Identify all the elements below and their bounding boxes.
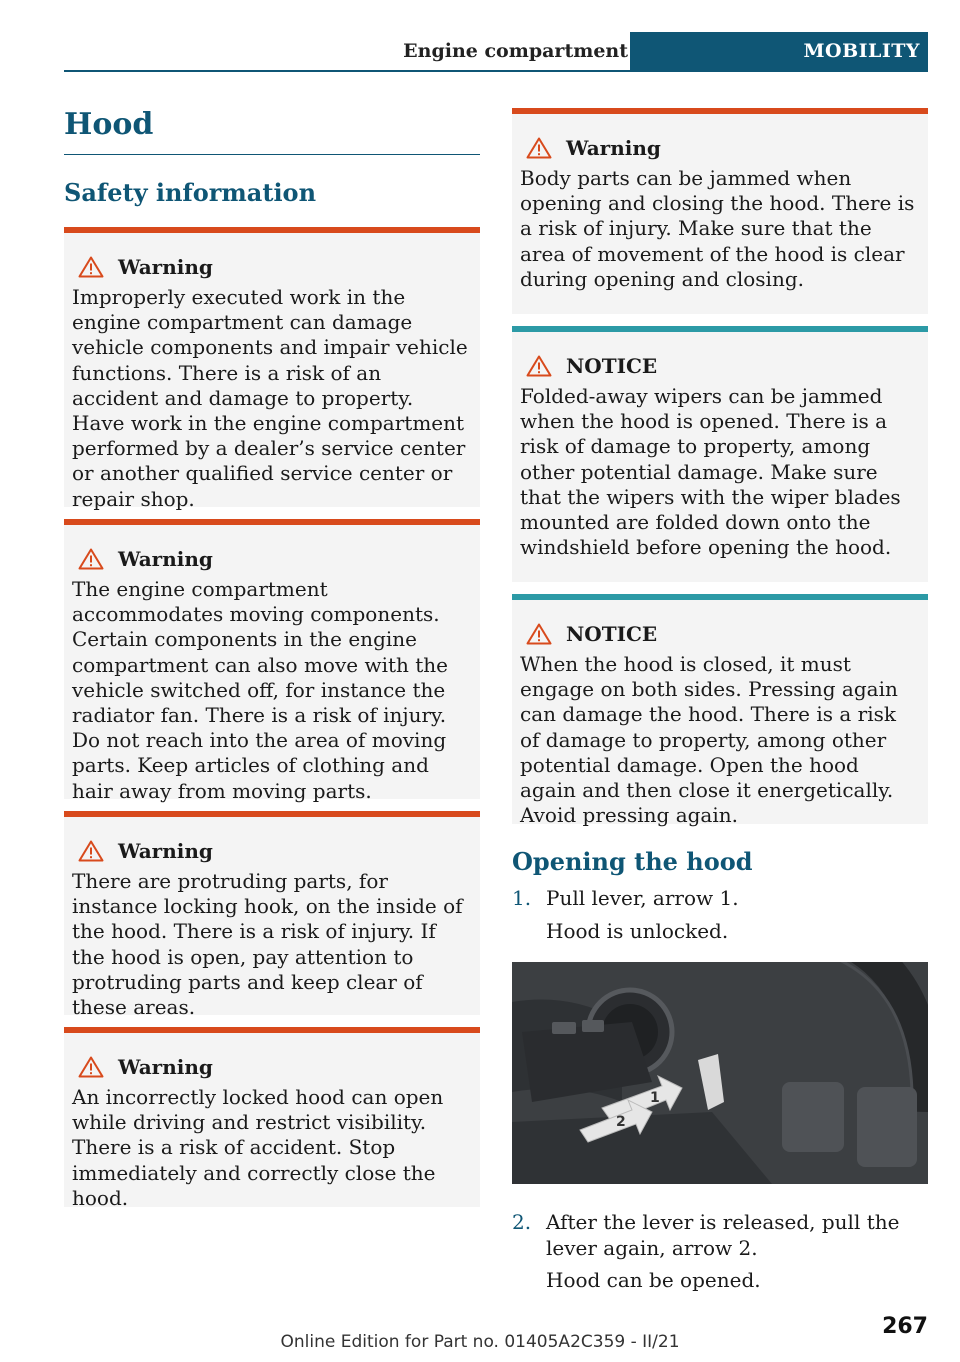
warning-text: There are protruding parts, for instance locking hook, on the inside of the hood. There is a risk of injury. If the hood is open, pay attention to protruding parts and keep clear of these areas.: [72, 869, 463, 1020]
warning-header: [520, 136, 920, 160]
warning-box: [64, 1027, 480, 1210]
warning-header: [72, 839, 472, 863]
notice-label: NOTICE: [566, 622, 658, 646]
warning-label: Warning: [566, 136, 661, 160]
warning-triangle-icon: [526, 623, 552, 645]
warning-label: Warning: [118, 547, 213, 571]
step-item: [512, 886, 928, 912]
page-title: Hood: [64, 106, 480, 155]
notice-text: When the hood is closed, it must engage on both sides. Pressing again can damage the hood. There is a risk of damage to property, among other potential damage. Open the hood again and then close it energetically. Avoid pressing again.: [520, 652, 898, 828]
step-number: 1.: [512, 886, 532, 910]
warning-box: [64, 227, 480, 511]
notice-box: [512, 326, 928, 582]
warning-triangle-icon: [78, 548, 104, 570]
notice-text: Folded-away wipers can be jammed when the hood is opened. There is a risk of damage to property, among other potential damage. Make sure that the wipers with the wiper blades mounted are folded down onto the windshield before opening the hood.: [520, 384, 901, 560]
warning-text: An incorrectly locked hood can open while driving and restrict visibility. There is a risk of accident. Stop immediately and correctly close the hood.: [72, 1085, 444, 1210]
step-text: Pull lever, arrow 1.: [546, 886, 739, 910]
notice-label: NOTICE: [566, 354, 658, 378]
step-text: After the lever is released, pull the lever again, arrow 2.: [546, 1210, 900, 1260]
notice-box: [512, 594, 928, 828]
step-result: Hood is unlocked.: [546, 918, 729, 943]
notice-header: [520, 354, 920, 378]
warning-label: Warning: [118, 1055, 213, 1079]
step-item: [512, 1210, 928, 1261]
hood-release-drawing: [512, 962, 928, 1184]
warning-header: [72, 547, 472, 571]
section-title-opening: Opening the hood: [512, 847, 753, 876]
warning-triangle-icon: [78, 256, 104, 278]
warning-header: [72, 255, 472, 279]
section-title-safety: Safety information: [64, 178, 317, 207]
warning-box: [512, 108, 928, 314]
arrow-label-2: 2: [616, 1114, 626, 1130]
header-chapter-tab: MOBILITY: [630, 32, 928, 70]
step-number: 2.: [512, 1210, 532, 1234]
right-column: [512, 108, 928, 1294]
hood-release-illustration: [512, 962, 928, 1184]
warning-text: Improperly executed work in the engine compartment can damage vehicle components and impair vehicle functions. There is a risk of an accident and damage to property. Have work in the engine compartment performed by a dealer’s service center or another qualified service center or repair shop.: [72, 285, 468, 511]
page-header: [64, 32, 928, 72]
step-result: Hood can be opened.: [546, 1268, 761, 1292]
warning-triangle-icon: [78, 1056, 104, 1078]
arrow-label-1: 1: [650, 1090, 660, 1106]
header-section-title: Engine compartment: [403, 40, 628, 62]
warning-label: Warning: [118, 839, 213, 863]
warning-text: Body parts can be jammed when opening and closing the hood. There is a risk of injury. Make sure that the area of movement of the hood is clear during opening and closing.: [520, 166, 915, 291]
warning-label: Warning: [118, 255, 213, 279]
warning-text: The engine compartment accommodates moving components. Certain components in the engine compartment can also move with the vehicle switched off, for instance the radiator fan. There is a risk of injury. Do not reach into the area of moving parts. Keep articles of clothing and hair away from moving parts.: [72, 577, 448, 803]
warning-triangle-icon: [526, 137, 552, 159]
footer-edition-text: Online Edition for Part no. 01405A2C359 - II/21: [280, 1332, 680, 1352]
warning-box: [64, 811, 480, 1020]
left-column: [64, 106, 480, 1219]
warning-box: [64, 519, 480, 803]
warning-header: [72, 1055, 472, 1079]
warning-triangle-icon: [526, 355, 552, 377]
notice-header: [520, 622, 920, 646]
warning-triangle-icon: [78, 840, 104, 862]
page-number: 267: [882, 1314, 928, 1339]
